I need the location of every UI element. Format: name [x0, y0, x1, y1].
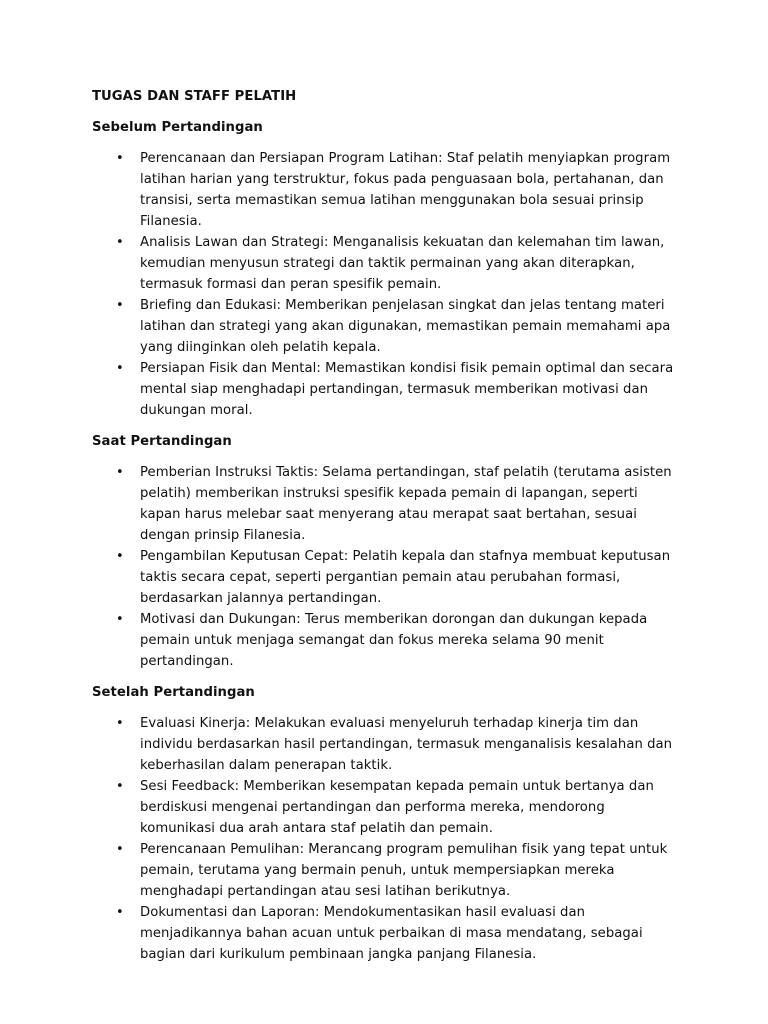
document-body — [92, 117, 708, 965]
bullet-icon: • — [116, 842, 124, 857]
list-item — [92, 148, 680, 232]
list-item — [92, 839, 680, 902]
bullet-list — [92, 148, 708, 421]
list-item — [92, 713, 680, 776]
bullet-icon: • — [116, 549, 124, 564]
list-item-text: Pemberian Instruksi Taktis: Selama pertandingan, staf pelatih (terutama asisten pelatih) memberikan instruksi spesifik kepada pemain di lapangan, seperti kapan harus melebar saat menyerang atau merapat saat bertahan, sesuai dengan prinsip Filanesia. — [140, 465, 672, 543]
document-title: TUGAS DAN STAFF PELATIH — [92, 89, 297, 104]
list-item-text: Pengambilan Keputusan Cepat: Pelatih kepala dan stafnya membuat keputusan taktis secara cepat, seperti pergantian pemain atau perubahan formasi, berdasarkan jalannya pertandingan. — [140, 549, 671, 606]
list-item-text: Briefing dan Edukasi: Memberikan penjelasan singkat dan jelas tentang materi latihan dan strategi yang akan digunakan, memastikan pemain memahami apa yang diinginkan oleh pelatih kepala. — [140, 298, 671, 355]
bullet-list — [92, 713, 708, 965]
bullet-icon: • — [116, 779, 124, 794]
list-item-text: Motivasi dan Dukungan: Terus memberikan dorongan dan dukungan kepada pemain untuk menjaga semangat dan fokus mereka selama 90 menit pertandingan. — [140, 612, 648, 669]
bullet-icon: • — [116, 151, 124, 166]
bullet-icon: • — [116, 612, 124, 627]
section-heading: Setelah Pertandingan — [92, 685, 255, 700]
section-heading: Sebelum Pertandingan — [92, 120, 263, 135]
list-item — [92, 232, 680, 295]
list-item-text: Dokumentasi dan Laporan: Mendokumentasikan hasil evaluasi dan menjadikannya bahan acuan untuk perbaikan di masa mendatang, sebagai bagian dari kurikulum pembinaan jangka panjang Filanesia. — [140, 905, 643, 962]
list-item — [92, 902, 680, 965]
bullet-icon: • — [116, 905, 124, 920]
list-item — [92, 358, 680, 421]
list-item-text: Sesi Feedback: Memberikan kesempatan kepada pemain untuk bertanya dan berdiskusi mengenai pertandingan dan performa mereka, mendorong komunikasi dua arah antara staf pelatih dan pemain. — [140, 779, 654, 836]
list-item-text: Evaluasi Kinerja: Melakukan evaluasi menyeluruh terhadap kinerja tim dan individu berdasarkan hasil pertandingan, termasuk menganalisis kesalahan dan keberhasilan dalam penerapan taktik. — [140, 716, 673, 773]
section-heading: Saat Pertandingan — [92, 434, 232, 449]
list-item — [92, 295, 680, 358]
bullet-icon: • — [116, 298, 124, 313]
list-item-text: Analisis Lawan dan Strategi: Menganalisis kekuatan dan kelemahan tim lawan, kemudian menyusun strategi dan taktik permainan yang akan diterapkan, termasuk formasi dan peran spesifik pemain. — [140, 235, 665, 292]
bullet-list — [92, 462, 708, 672]
bullet-icon: • — [116, 235, 124, 250]
list-item — [92, 546, 680, 609]
list-item — [92, 462, 680, 546]
list-item-text: Perencanaan Pemulihan: Merancang program pemulihan fisik yang tepat untuk pemain, terutama yang bermain penuh, untuk mempersiapkan mereka menghadapi pertandingan atau sesi latihan berikutnya. — [140, 842, 668, 899]
bullet-icon: • — [116, 361, 124, 376]
list-item-text: Perencanaan dan Persiapan Program Latihan: Staf pelatih menyiapkan program latihan harian yang terstruktur, fokus pada penguasaan bola, pertahanan, dan transisi, serta memastikan semua latihan menggunakan bola sesuai prinsip Filanesia. — [140, 151, 671, 229]
bullet-icon: • — [116, 716, 124, 731]
list-item — [92, 776, 680, 839]
list-item — [92, 609, 680, 672]
list-item-text: Persiapan Fisik dan Mental: Memastikan kondisi fisik pemain optimal dan secara mental siap menghadapi pertandingan, termasuk memberikan motivasi dan dukungan moral. — [140, 361, 674, 418]
bullet-icon: • — [116, 465, 124, 480]
